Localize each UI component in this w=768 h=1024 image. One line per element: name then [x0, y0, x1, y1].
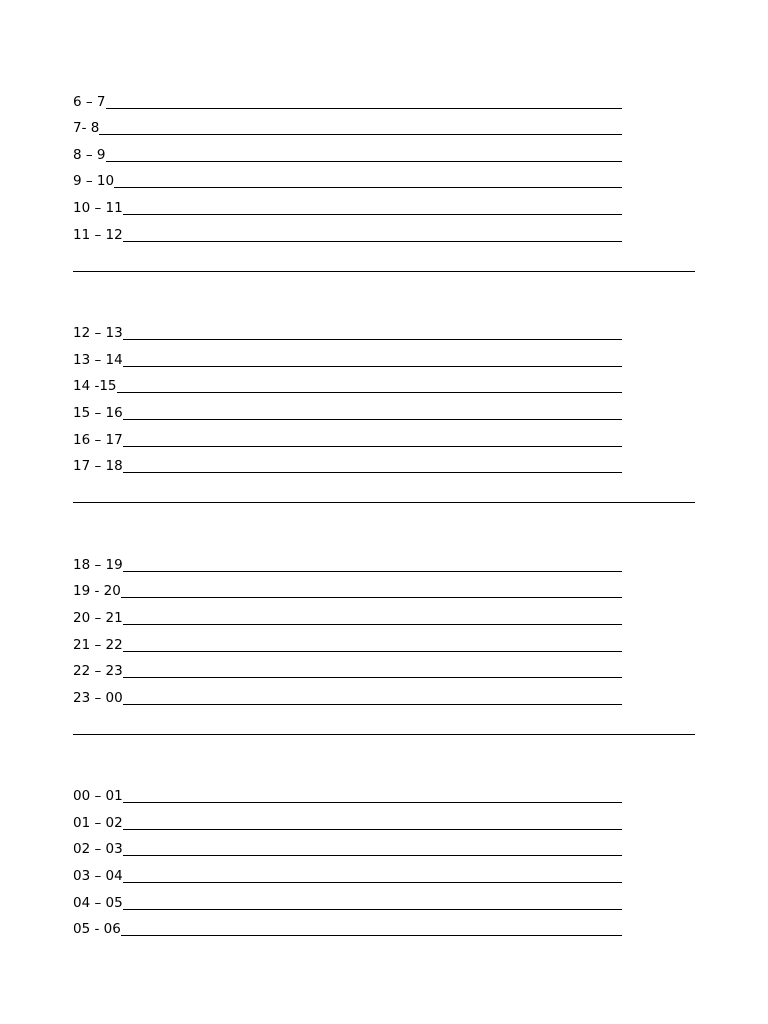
write-in-line[interactable] [123, 241, 622, 242]
time-slot-label: 7- 8 [73, 120, 100, 137]
write-in-line[interactable] [123, 882, 622, 883]
time-slot-label: 20 – 21 [73, 609, 123, 626]
write-in-line[interactable] [123, 909, 622, 910]
time-slot-row [73, 164, 622, 191]
time-slot-label: 17 – 18 [73, 458, 123, 475]
time-slot-label: 03 – 04 [73, 868, 123, 885]
schedule-page [73, 84, 695, 938]
time-block-evening [73, 547, 695, 707]
time-slot-row [73, 912, 622, 939]
write-in-line[interactable] [123, 802, 622, 803]
time-slot-label: 8 – 9 [73, 146, 106, 163]
section-divider [73, 502, 695, 503]
write-in-line[interactable] [123, 472, 622, 473]
time-slot-label: 12 – 13 [73, 325, 123, 342]
time-slot-label: 6 – 7 [73, 93, 106, 110]
write-in-line[interactable] [123, 651, 622, 652]
time-slot-row [73, 395, 622, 422]
time-slot-label: 15 – 16 [73, 404, 123, 421]
time-slot-row [73, 547, 622, 574]
time-block-afternoon [73, 316, 695, 476]
write-in-line[interactable] [123, 366, 622, 367]
write-in-line[interactable] [123, 419, 622, 420]
write-in-line[interactable] [123, 339, 622, 340]
write-in-line[interactable] [99, 134, 622, 135]
time-slot-label: 05 - 06 [73, 921, 121, 938]
time-slot-row [73, 137, 622, 164]
write-in-line[interactable] [123, 446, 622, 447]
time-slot-row [73, 449, 622, 476]
time-slot-row [73, 422, 622, 449]
write-in-line[interactable] [114, 187, 622, 188]
time-slot-row [73, 832, 622, 859]
time-slot-row [73, 654, 622, 681]
write-in-line[interactable] [123, 571, 622, 572]
time-slot-row [73, 805, 622, 832]
write-in-line[interactable] [123, 677, 622, 678]
section-divider [73, 271, 695, 272]
time-slot-row [73, 779, 622, 806]
time-block-morning [73, 84, 695, 244]
time-block-night [73, 779, 695, 939]
time-slot-label: 9 – 10 [73, 173, 115, 190]
time-slot-row [73, 858, 622, 885]
write-in-line[interactable] [117, 392, 622, 393]
time-slot-label: 18 – 19 [73, 556, 123, 573]
time-slot-label: 13 – 14 [73, 351, 123, 368]
time-slot-label: 23 – 00 [73, 689, 123, 706]
write-in-line[interactable] [121, 935, 622, 936]
write-in-line[interactable] [106, 161, 622, 162]
write-in-line[interactable] [123, 829, 622, 830]
time-slot-row [73, 111, 622, 138]
time-slot-label: 22 – 23 [73, 663, 123, 680]
time-slot-row [73, 342, 622, 369]
time-slot-label: 16 – 17 [73, 431, 123, 448]
write-in-line[interactable] [123, 855, 622, 856]
write-in-line[interactable] [106, 108, 622, 109]
time-slot-label: 00 – 01 [73, 788, 123, 805]
time-slot-row [73, 885, 622, 912]
time-slot-row [73, 627, 622, 654]
time-slot-row [73, 316, 622, 343]
time-slot-row [73, 369, 622, 396]
time-slot-row [73, 84, 622, 111]
time-slot-label: 01 – 02 [73, 814, 123, 831]
time-slot-label: 21 – 22 [73, 636, 123, 653]
write-in-line[interactable] [123, 214, 622, 215]
write-in-line[interactable] [123, 704, 622, 705]
time-slot-row [73, 190, 622, 217]
time-slot-label: 02 – 03 [73, 841, 123, 858]
time-slot-row [73, 680, 622, 707]
time-slot-row [73, 574, 622, 601]
time-slot-label: 19 - 20 [73, 583, 121, 600]
write-in-line[interactable] [121, 597, 622, 598]
time-slot-label: 14 -15 [73, 378, 117, 395]
time-slot-label: 04 – 05 [73, 894, 123, 911]
time-slot-row [73, 217, 622, 244]
time-slot-label: 11 – 12 [73, 226, 123, 243]
time-slot-row [73, 600, 622, 627]
write-in-line[interactable] [123, 624, 622, 625]
section-divider [73, 734, 695, 735]
time-slot-label: 10 – 11 [73, 199, 123, 216]
